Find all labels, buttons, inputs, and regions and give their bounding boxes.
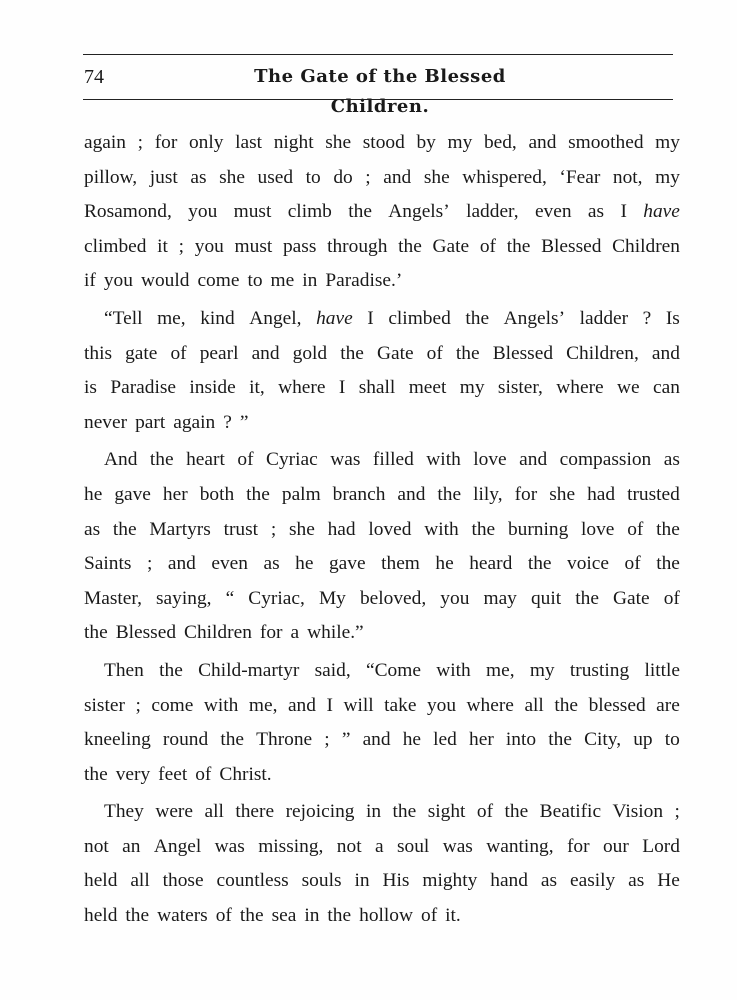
paragraph <box>84 795 680 933</box>
text-line: the Blessed Children for a while.” <box>84 622 364 644</box>
text-line: They were all there rejoicing in the sight of the Beatific Vision ; <box>104 801 680 823</box>
text-line: Saints ; and even as he gave them he heard the voice of the <box>84 553 680 575</box>
text-line: Master, saying, “ Cyriac, My beloved, you may quit the Gate of <box>84 587 680 609</box>
text-line: pillow, just as she used to do ; and she whispered, ‘Fear not, my <box>84 166 680 188</box>
text-line: he gave her both the palm branch and the lily, for she had trusted <box>84 483 680 505</box>
text-line: kneeling round the Throne ; ” and he led her into the City, up to <box>84 729 680 751</box>
body-text <box>84 126 680 937</box>
paragraph <box>84 126 680 299</box>
paragraph <box>84 654 680 792</box>
text-line: not an Angel was missing, not a soul was wanting, for our Lord <box>84 835 680 857</box>
text-line: this gate of pearl and gold the Gate of the Blessed Children, and <box>84 342 680 364</box>
running-title: The Gate of the Blessed Children. <box>254 66 506 117</box>
text-line: Then the Child-martyr said, “Come with me, my trusting little <box>104 659 680 681</box>
page-number: 74 <box>84 66 104 88</box>
text-line: again ; for only last night she stood by my bed, and smoothed my <box>84 132 680 153</box>
text-line: if you would come to me in Paradise.’ <box>84 270 403 292</box>
text-line: sister ; come with me, and I will take you where all the blessed are <box>84 694 680 716</box>
header-bottom-rule <box>83 99 673 100</box>
text-line: held all those countless souls in His mighty hand as easily as He <box>84 870 680 892</box>
text-line: as the Martyrs trust ; she had loved with the burning love of the <box>84 518 680 540</box>
text-line: “Tell me, kind Angel, have I climbed the Angels’ ladder ? Is <box>104 307 680 329</box>
text-line: held the waters of the sea in the hollow of it. <box>84 905 461 927</box>
text-line: never part again ? ” <box>84 411 249 433</box>
text-line: And the heart of Cyriac was filled with love and compassion as <box>104 449 680 471</box>
paragraph <box>84 302 680 440</box>
paragraph <box>84 443 680 651</box>
header-top-rule <box>83 54 673 55</box>
text-line: the very feet of Christ. <box>84 763 272 785</box>
text-line: climbed it ; you must pass through the Gate of the Blessed Children <box>84 235 680 257</box>
text-line: Rosamond, you must climb the Angels’ ladder, even as I have <box>84 201 680 223</box>
text-line: is Paradise inside it, where I shall meet my sister, where we can <box>84 377 680 399</box>
